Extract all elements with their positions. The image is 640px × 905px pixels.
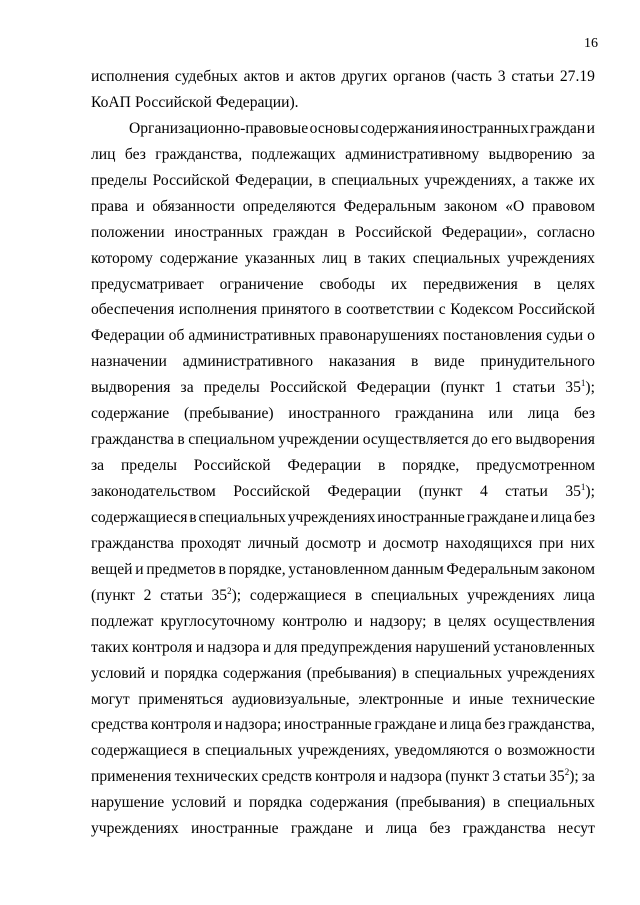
- text-line: содержащиеся в специальных учреждениях иностранные граждане и лица без: [91, 508, 595, 526]
- document-body: [91, 64, 595, 842]
- text-line: гражданства проходят личный досмотр и досмотр находящихся при них: [91, 534, 595, 552]
- text-line: таких контроля и надзора и для предупреждения нарушений установленных: [91, 638, 595, 656]
- text-line: обеспечения исполнения принятого в соответствии с Кодексом Российской: [91, 301, 595, 319]
- text-line: законодательством Российской Федерации (пункт 4 статьи $35^1$);: [91, 482, 595, 500]
- text-line: КоАП Российской Федерации).: [91, 93, 299, 111]
- text-line: условий и порядка содержания (пребывания) в специальных учреждениях: [91, 664, 595, 682]
- text-line: за пределы Российской Федерации в порядке, предусмотренном: [91, 457, 595, 475]
- text-line: которому содержание указанных лиц в таких специальных учреждениях: [91, 249, 595, 267]
- text-line: Федерации об административных правонарушениях постановления судьи о: [91, 327, 595, 345]
- text-line: гражданства в специальном учреждении осуществляется до его выдворения: [91, 431, 595, 449]
- text-line: содержащиеся в специальных учреждениях, уведомляются о возможности: [91, 742, 595, 760]
- text-line: содержание (пребывание) иностранного гражданина или лица без: [91, 405, 595, 423]
- text-line: подлежат круглосуточному контролю и надзору; в целях осуществления: [91, 612, 595, 630]
- text-line: (пункт 2 статьи $35^2$); содержащиеся в специальных учреждениях лица: [91, 585, 595, 604]
- text-line: могут применяться аудиовизуальные, электронные и иные технические: [91, 690, 595, 708]
- text-line: исполнения судебных актов и актов других органов (часть 3 статьи 27.19: [91, 68, 595, 85]
- text-line: предусматривает ограничение свободы их передвижения в целях: [91, 275, 595, 293]
- text-line: применения технических средств контроля и надзора (пункт 3 статьи $35^2$); за: [91, 767, 595, 786]
- text-line: лиц без гражданства, подлежащих административному выдворению за: [91, 145, 595, 163]
- text-line: нарушение условий и порядка содержания (пребывания) в специальных: [91, 794, 595, 812]
- text-line: права и обязанности определяются Федеральным законом «О правовом: [91, 197, 595, 215]
- text-line: назначении административного наказания в виде принудительного: [91, 353, 595, 371]
- text-line: пределы Российской Федерации, в специальных учреждениях, а также их: [91, 171, 595, 189]
- text-line: Организационно-правовые основы содержания иностранных граждан и: [129, 119, 595, 137]
- text-line: вещей и предметов в порядке, установленном данным Федеральным законом: [91, 560, 595, 578]
- text-line: средства контроля и надзора; иностранные граждане и лица без гражданства,: [91, 716, 595, 734]
- text-line: выдворения за пределы Российской Федерации (пункт 1 статьи $35^1$);: [91, 378, 595, 397]
- page-number: 16: [584, 36, 598, 51]
- text-line: положении иностранных граждан в Российской Федерации», согласно: [91, 223, 595, 241]
- text-line: учреждениях иностранные граждане и лица без гражданства несут: [91, 820, 595, 838]
